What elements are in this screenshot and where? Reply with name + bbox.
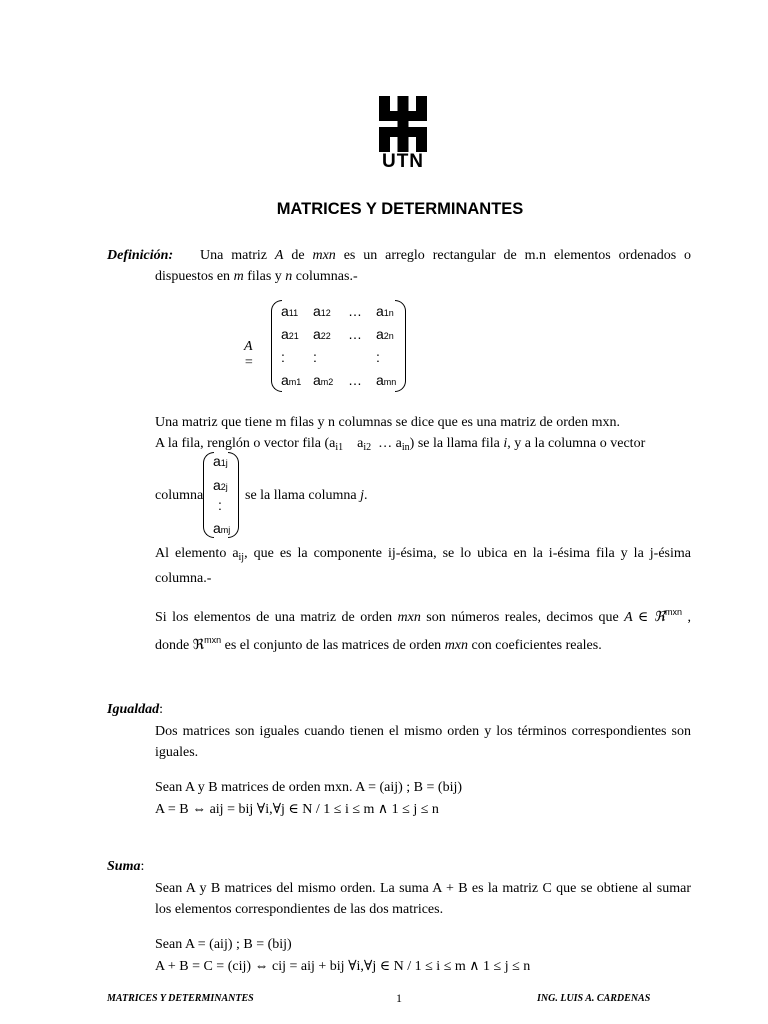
elemento-text-1: Al elemento a: [155, 546, 239, 561]
definicion-text-4: filas y: [247, 269, 282, 284]
suma-label: Suma: [107, 859, 141, 874]
reales-text-5: con coeficientes reales.: [471, 638, 602, 653]
igualdad-line-1: Sean A y B matrices de orden mxn. A = (aij) ; B = (bij): [155, 780, 463, 795]
fila-text-2: ) se la llama fila: [409, 436, 500, 451]
reales-var-mxn: mxn: [397, 610, 421, 625]
definicion-label: Definición:: [107, 248, 174, 263]
igualdad-label: Igualdad: [107, 702, 160, 717]
suma-line-2: A + B = C = (cij) ⇔ cij = aij + bij ∀i,∀j ∈ N / 1 ≤ i ≤ m ∧ 1 ≤ j ≤ n: [155, 959, 531, 974]
columna-entry: :: [218, 497, 222, 513]
reales-text-4: es el conjunto de las matrices de orden: [224, 638, 442, 653]
elemento-paragraph: [155, 543, 691, 589]
columna-entry: a2j: [213, 477, 228, 493]
elemento-sub: ij: [238, 552, 245, 563]
suma-colon: :: [140, 859, 145, 874]
matrix-a-cell: :: [376, 349, 380, 365]
columna-var-j: j: [360, 488, 364, 503]
fila-text-3: , y a la columna o vector: [507, 436, 646, 451]
matrix-a-cell: a1n: [376, 303, 394, 319]
suma-paragraph: Sean A y B matrices del mismo orden. La suma A + B es la matriz C que se obtiene al sumar los elementos correspondientes de las dos matrices.: [155, 881, 691, 917]
reales-sup-2: mxn: [204, 635, 222, 645]
matrix-a-cell: a21: [281, 326, 299, 342]
fila-dots: …: [378, 436, 393, 451]
fila-text-1: A la fila, renglón o vector fila (a: [155, 436, 336, 451]
utn-logo: [376, 96, 430, 174]
columna-entry: a1j: [213, 453, 228, 469]
definicion-text-2: de: [291, 248, 305, 263]
footer-left: MATRICES Y DETERMINANTES: [107, 993, 254, 1004]
reales-paragraph: [155, 601, 691, 657]
matrix-a-cell: …: [348, 326, 362, 342]
utn-emblem-icon: [376, 96, 430, 152]
igualdad-line-2: A = B ⇔ aij = bij ∀i,∀j ∈ N / 1 ≤ i ≤ m ∧ 1 ≤ j ≤ n: [155, 802, 439, 817]
suma-heading: [107, 859, 144, 875]
matrix-a-cell: …: [348, 303, 362, 319]
matrix-a-cell: a2n: [376, 326, 394, 342]
reales-text-1: Si los elementos de una matriz de orden: [155, 610, 393, 625]
definicion-text-5: columnas.-: [295, 269, 358, 284]
reales-var-mxn-2: mxn: [444, 638, 469, 653]
utn-logo-text: UTN: [381, 151, 425, 172]
reales-sup: mxn: [665, 607, 683, 617]
matrix-a-right-paren: [395, 300, 406, 392]
matrix-a-cell: amn: [376, 372, 397, 388]
definicion-var-a: A: [274, 248, 284, 263]
definicion-var-n: n: [285, 269, 293, 284]
matrix-a-cell: am1: [281, 372, 302, 388]
matrix-a-cell: a11: [281, 303, 299, 319]
definicion-paragraph: [155, 245, 691, 287]
suma-line-1: Sean A = (aij) ; B = (bij): [155, 937, 292, 952]
igualdad-heading: [107, 702, 163, 718]
matrix-a-cell: a22: [313, 326, 331, 342]
matrix-a-lhs: A =: [244, 339, 254, 370]
page-title: MATRICES Y DETERMINANTES: [276, 200, 524, 218]
fila-var-i: i: [503, 436, 508, 451]
columna-text-main: se la llama columna: [245, 488, 357, 503]
matrix-a-cell: a12: [313, 303, 331, 319]
definicion-text-3: es un arreglo rectangular de m.n elementos ordenados o dispuestos en: [155, 248, 692, 284]
fila-sub-2: i2: [363, 442, 372, 453]
reales-text-3: , donde: [155, 610, 691, 653]
footer-right: ING. LUIS A. CARDENAS: [537, 993, 651, 1004]
columna-entry: amj: [213, 520, 231, 536]
reales-real: ℜ: [192, 638, 205, 653]
reales-expr-a: A ∈ ℜ: [624, 610, 666, 625]
matrix-a-cell: :: [313, 349, 317, 365]
definicion-text-1: Una matriz: [200, 248, 267, 263]
definicion-var-mxn: mxn: [312, 248, 336, 263]
columna-text: se la llama columna j.: [245, 488, 368, 503]
elemento-text-2: , que es la componente ij-ésima, se lo ubica en la i-ésima fila y la j-ésima columna.-: [155, 546, 691, 586]
fila-text: A la fila, renglón o vector fila ($a_{i1}$ $a_{i2}$ … $a_{in}$) se la llama fila i, y a la columna o vector: [155, 436, 646, 453]
matrix-a-cell: am2: [313, 372, 334, 388]
fila-sub-1: i1: [335, 442, 344, 453]
footer-page: 1: [396, 991, 402, 1005]
columna-label: columna: [155, 488, 204, 503]
matrix-a-cell: :: [281, 349, 285, 365]
orden-text: Una matriz que tiene m filas y n columnas se dice que es una matriz de orden mxn.: [155, 415, 620, 430]
fila-sub-n: in: [401, 442, 410, 453]
reales-text-2: son números reales, decimos que: [426, 610, 619, 625]
definicion-var-m: m: [233, 269, 244, 284]
igualdad-paragraph: Dos matrices son iguales cuando tienen el mismo orden y los términos correspondientes son iguales.: [155, 724, 691, 760]
igualdad-colon: :: [159, 702, 164, 717]
matrix-a-cell: …: [348, 372, 362, 388]
